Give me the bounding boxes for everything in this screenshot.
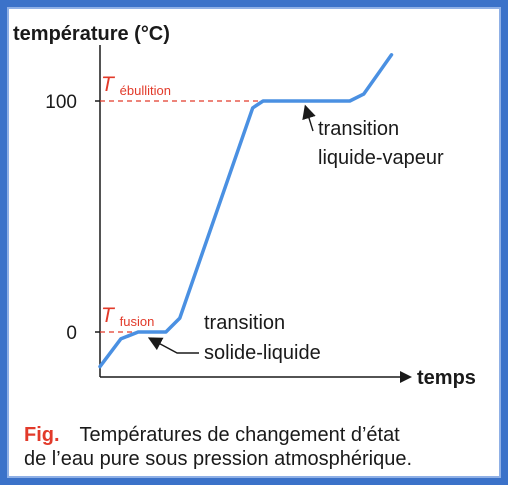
temperature-chart [7, 7, 501, 417]
annotation-solide-liquide-line2: solide-liquide [204, 342, 321, 364]
ebullition-subscript: ébullition [119, 83, 171, 98]
y-axis-label: température (°C) [13, 23, 170, 45]
figure-frame [7, 7, 501, 478]
fusion-subscript: fusion [119, 314, 155, 329]
x-axis-arrow [400, 371, 412, 383]
ebullition-symbol: T [101, 73, 114, 96]
annotation-liquide-vapeur-line1: transition [318, 118, 400, 140]
x-axis-label: temps [417, 367, 476, 389]
y-tick-label-100: 100 [45, 92, 77, 113]
figure-caption [24, 423, 494, 471]
caption-line-2: de l’eau pure sous pression atmosphérique. [24, 448, 413, 470]
annotation-liquide-vapeur-line2: liquide-vapeur [318, 147, 444, 169]
caption-line-1: Températures de changement d’état [79, 424, 400, 446]
annotation-liquide-vapeur-leader [305, 106, 313, 131]
annotation-solide-liquide-leader [149, 338, 199, 353]
y-tick-label-0: 0 [66, 323, 77, 344]
fusion-symbol: T [101, 304, 114, 327]
annotation-solide-liquide-line1: transition [204, 312, 286, 334]
ebullition-label [101, 73, 171, 98]
figure-label: Fig. [24, 424, 60, 446]
fusion-label [101, 304, 154, 329]
